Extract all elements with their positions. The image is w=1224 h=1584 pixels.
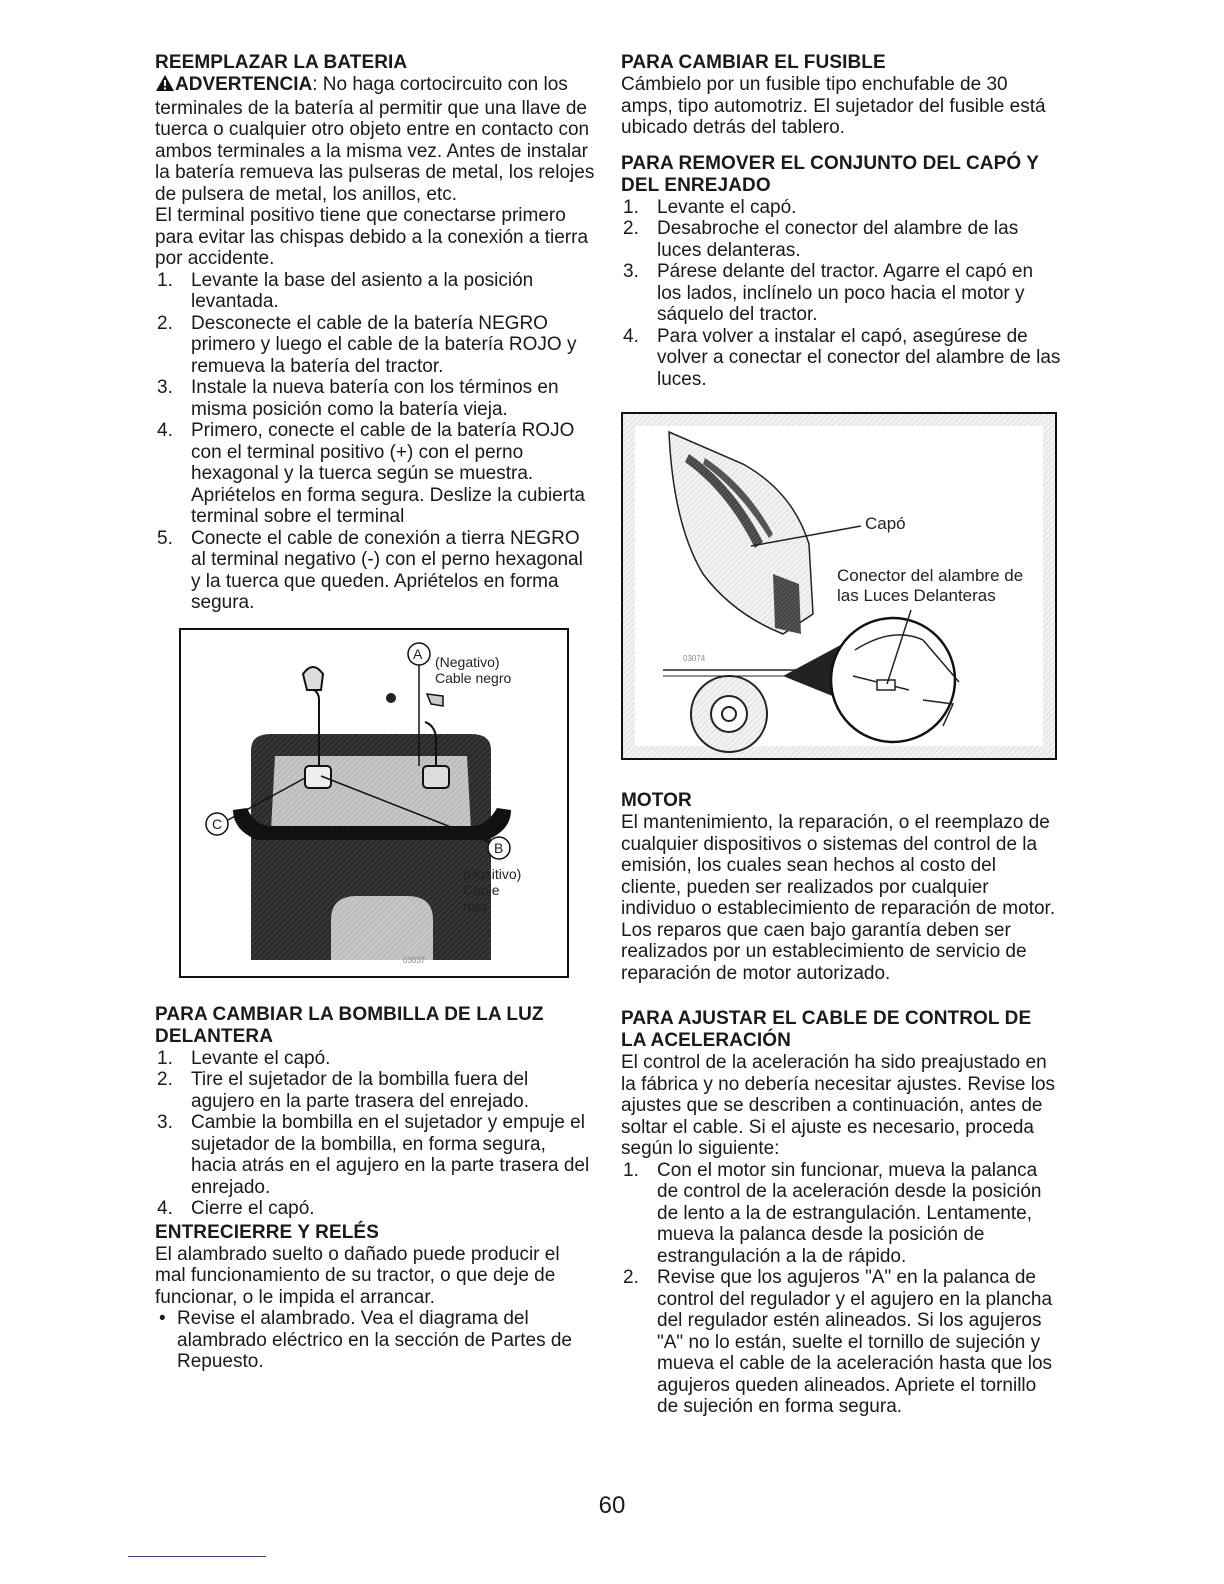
list-item: 1. Levante la base del asiento a la posición levantada. [157, 269, 534, 312]
battery-figure [179, 628, 569, 978]
list-item: 2. Tire el sujetador de la bombilla fuera del agujero en la parte trasera del enrejado. [157, 1069, 530, 1112]
list-item: 3. Párese delante del tractor. Agarre el capó en los lados, inclínelo un poco hacia el motor y sáquelo del tractor. [623, 261, 1034, 325]
list-item: 4. Cierre el capó. [157, 1198, 315, 1219]
callout-c-letter: C [212, 815, 223, 832]
left-column [155, 52, 595, 1373]
hood-figure-code: 03074 [683, 654, 706, 663]
list-item: 2. Desconecte el cable de la batería NEGRO primero y luego el cable de la batería ROJO y remueva la batería del tractor. [157, 312, 577, 377]
bulb-steps [155, 1048, 595, 1220]
callout-b-line2: Cable [463, 881, 500, 898]
list-item: 1. Con el motor sin funcionar, mueva la palanca de control de la aceleración desde la posición de lento a la de estrangulación. Lentamente, mueva la palanca desde la posición de estrangulación a la de rápido. [623, 1159, 1042, 1267]
list-item: 3. Cambie la bombilla en el sujetador y empuje el sujetador de la bombilla, en forma segura, hacia atrás en el agujero en la parte trasera del enrejado. [157, 1112, 590, 1198]
list-item: 1. Levante el capó. [157, 1047, 331, 1069]
fuse-heading: PARA CAMBIAR EL FUSIBLE [621, 52, 886, 73]
list-item: • Revise el alambrado. Vea el diagrama del alambrado eléctrico en la sección de Partes de Repuesto. [159, 1308, 573, 1372]
list-item: 2. Revise que los agujeros "A" en la palanca de control del regulador y el agujero en la plancha del regulador estén alineados. Si los agujeros "A" no lo están, suelte el tornillo de sujeción y mueva el cable de la aceleración hasta que los agujeros queden alineados. Apriete el tornillo de sujeción en forma segura. [623, 1267, 1053, 1417]
battery-warning [155, 74, 595, 205]
right-column [621, 52, 1061, 1418]
bottom-rule [128, 1556, 266, 1557]
hood-steps [621, 197, 1061, 391]
list-item: 4. Primero, conecte el cable de la batería ROJO con el terminal positivo (+) con el perno hexagonal y la tuerca según se muestra. Apriételos en forma segura. Deslize la cubierta terminal sobre el terminal [157, 420, 585, 527]
throttle-text: El control de la aceleración ha sido preajustado en la fábrica y no debería necesitar ajustes. Revise los ajustes que se describen a continuación, antes de soltar el cable. Si el ajuste es necesario, proceda según lo siguiente: [621, 1052, 1056, 1159]
list-item: 2. Desabroche el conector del alambre de las luces delanteras. [623, 218, 1019, 261]
list-item: 3. Instale la nueva batería con los términos en misma posición como la batería vieja. [157, 377, 559, 420]
label-connector-line1: Conector del alambre de [837, 566, 1024, 585]
list-item: 1. Levante el capó. [623, 196, 797, 218]
motor-heading: MOTOR [621, 790, 692, 811]
callout-a-letter: A [413, 645, 423, 662]
wiring-bullets [155, 1308, 595, 1373]
warning-label: ADVERTENCIA [175, 74, 313, 95]
battery-steps [155, 270, 595, 614]
callout-a-line2: Cable negro [435, 669, 512, 686]
label-connector-line2: las Luces Delanteras [837, 586, 996, 605]
label-hood: Capó [865, 514, 906, 533]
callout-b-letter: B [494, 839, 504, 856]
page-number: 60 [598, 1492, 626, 1519]
battery-note: El terminal positivo tiene que conectarse primero para evitar las chispas debido a la conexión a tierra por accidente. [155, 205, 589, 269]
battery-heading: REEMPLAZAR LA BATERIA [155, 52, 408, 73]
callout-a-line1: (Negativo) [435, 653, 500, 670]
callout-b-line1: (Positivo) [463, 865, 522, 882]
bulb-heading: PARA CAMBIAR LA BOMBILLA DE LA LUZ DELANTERA [155, 1003, 544, 1047]
list-item: 4. Para volver a instalar el capó, asegúrese de volver a conectar el conector del alambre de las luces. [623, 325, 1061, 390]
warning-triangle-icon [155, 74, 175, 98]
battery-figure-code: 03037 [403, 955, 426, 965]
fuse-text: Cámbielo por un fusible tipo enchufable de 30 amps, tipo automotriz. El sujetador del fusible está ubicado detrás del tablero. [621, 74, 1046, 138]
motor-text: El mantenimiento, la reparación, o el reemplazo de cualquier dispositivos o sistemas del control de la emisión, los cuales sean hechos al costo del cliente, pueden ser realizados por cualquier individuo o establecimiento de reparación de motor. Los reparos que caen bajo garantía deben ser realizados por un establecimiento de servicio de reparación de motor autorizado. [621, 812, 1056, 984]
throttle-steps [621, 1160, 1061, 1418]
hood-figure [621, 412, 1057, 760]
wiring-text: El alambrado suelto o dañado puede producir el mal funcionamiento de su tractor, o que deje de funcionar, o le impida el arrancar. [155, 1243, 560, 1308]
throttle-heading: PARA AJUSTAR EL CABLE DE CONTROL DE LA ACELERACIÓN [621, 1008, 1032, 1051]
warning-text: : No haga cortocircuito con los terminales de la batería al permitir que una llave de tuerca o cualquier otro objeto entre en contacto con ambos terminales a la misma vez. Antes de instalar la batería remueva las pulseras de metal, los relojes de pulsera de metal, los anillos, etc. [155, 74, 595, 205]
list-item: 5. Conecte el cable de conexión a tierra NEGRO al terminal negativo (-) con el perno hexagonal y la tuerca que queden. Apriételos en forma segura. [157, 527, 583, 613]
callout-b-line3: rojo [463, 897, 487, 914]
hood-heading: PARA REMOVER EL CONJUNTO DEL CAPÓ Y DEL ENREJADO [621, 152, 1039, 196]
wiring-heading: ENTRECIERRE Y RELÉS [155, 1221, 379, 1243]
